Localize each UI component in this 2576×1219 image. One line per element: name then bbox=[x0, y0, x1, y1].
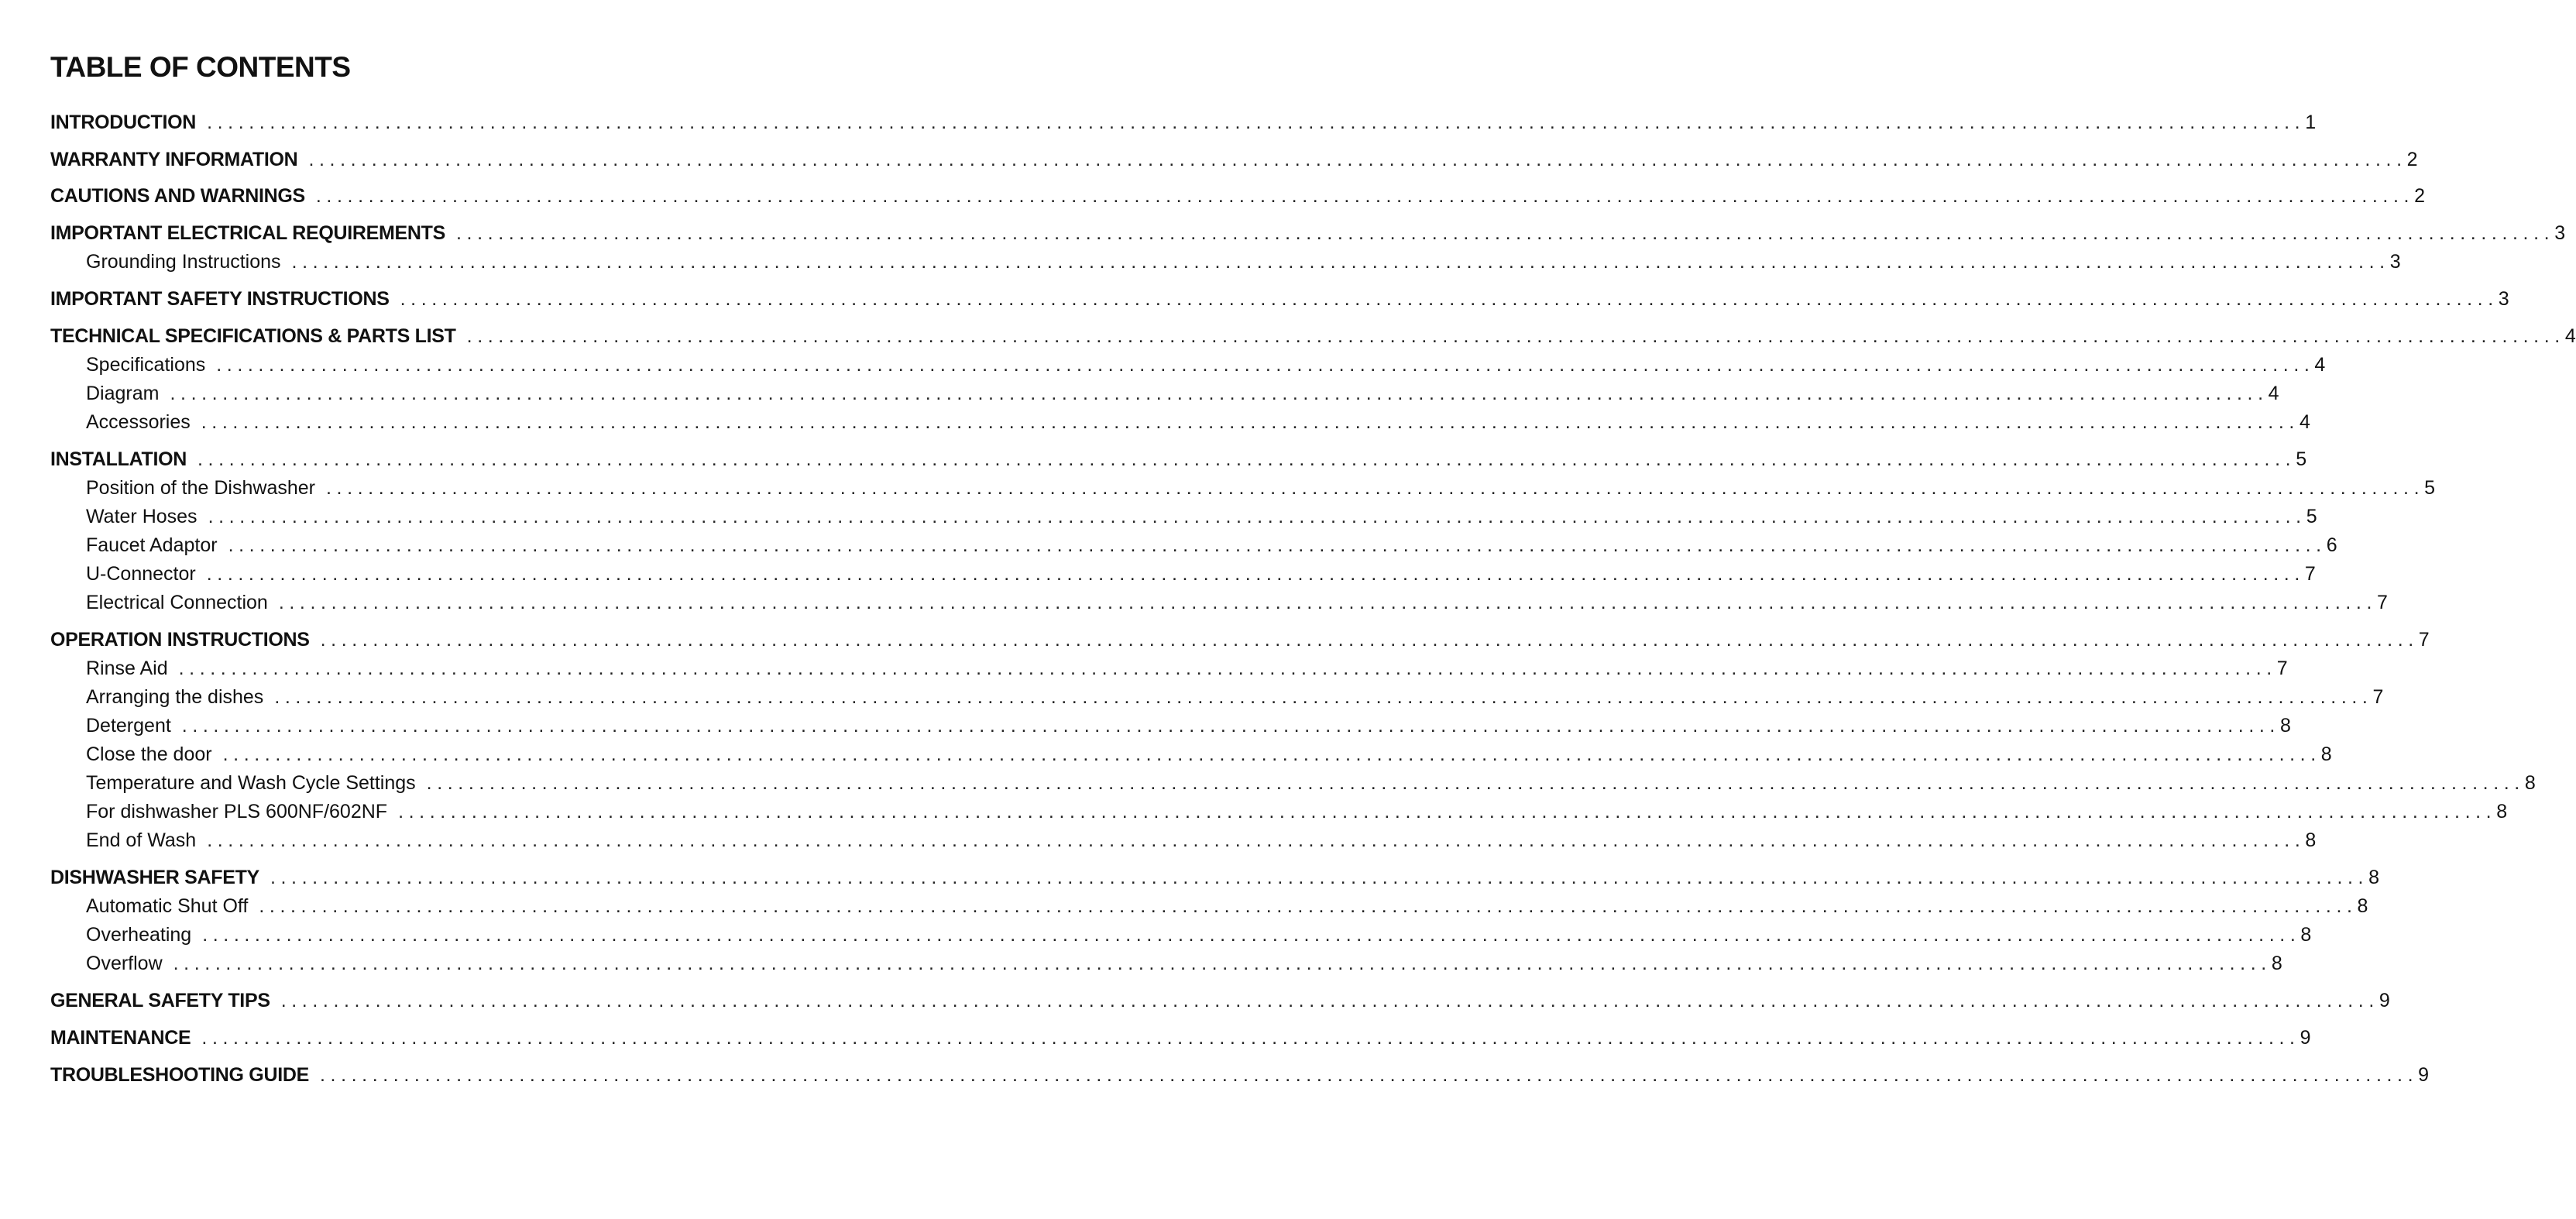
toc-page-number: 8 bbox=[2279, 715, 2291, 737]
toc-entry bbox=[50, 287, 2509, 311]
toc-dot-leader: ........................................................................................................................................................................................................ bbox=[398, 801, 2497, 822]
toc-subentry bbox=[86, 951, 2282, 976]
toc-dot-leader: ........................................................................................................................................................................................................ bbox=[207, 112, 2306, 133]
toc-entry-label: TECHNICAL SPECIFICATIONS & PARTS LIST bbox=[50, 325, 456, 347]
toc-subentry bbox=[86, 410, 2310, 434]
toc-page-number: 4 bbox=[2299, 411, 2310, 433]
toc-entry-label: Overflow bbox=[86, 953, 163, 974]
toc-page-number: 8 bbox=[2320, 743, 2332, 765]
toc-dot-leader: ........................................................................................................................................................................................................ bbox=[280, 990, 2379, 1011]
toc-entry-label: Grounding Instructions bbox=[86, 251, 281, 273]
toc-entry-label: End of Wash bbox=[86, 829, 197, 851]
toc-entry-label: Temperature and Wash Cycle Settings bbox=[86, 772, 416, 794]
toc-page-number: 2 bbox=[2414, 185, 2425, 207]
toc-entry bbox=[50, 1063, 2430, 1087]
toc-page-number: 4 bbox=[2564, 325, 2576, 347]
toc-page-number: 4 bbox=[2314, 354, 2326, 376]
toc-entry bbox=[50, 324, 2576, 349]
toc-dot-leader: ........................................................................................................................................................................................................ bbox=[320, 629, 2419, 651]
toc-page-number: 8 bbox=[2368, 867, 2380, 888]
toc-dot-leader: ........................................................................................................................................................................................................ bbox=[400, 288, 2499, 310]
toc-entry-label: INSTALLATION bbox=[50, 448, 187, 470]
toc-dot-leader: ........................................................................................................................................................................................................ bbox=[201, 1027, 2300, 1049]
toc-entry-label: Electrical Connection bbox=[86, 592, 268, 613]
toc-entry-label: Automatic Shut Off bbox=[86, 895, 249, 917]
toc-dot-leader: ........................................................................................................................................................................................................ bbox=[466, 325, 2565, 347]
toc-page-number: 7 bbox=[2372, 686, 2384, 708]
toc-entry bbox=[50, 110, 2317, 135]
toc-dot-leader: ........................................................................................................................................................................................................ bbox=[170, 383, 2269, 404]
toc-page-number: 9 bbox=[2300, 1027, 2311, 1049]
toc-entry-label: Detergent bbox=[86, 715, 171, 737]
toc-dot-leader: ........................................................................................................................................................................................................ bbox=[208, 506, 2306, 527]
toc-page-number: 1 bbox=[2305, 112, 2317, 133]
toc-entry bbox=[50, 147, 2418, 172]
toc-dot-leader: ........................................................................................................................................................................................................ bbox=[291, 251, 2390, 273]
toc-page-number: 8 bbox=[2524, 772, 2536, 794]
toc-page-number: 5 bbox=[2424, 477, 2436, 499]
toc-entry bbox=[50, 865, 2380, 890]
toc-dot-leader: ........................................................................................................................................................................................................ bbox=[319, 1064, 2419, 1086]
toc-page-number: 3 bbox=[2498, 288, 2509, 310]
toc-dot-leader: ........................................................................................................................................................................................................ bbox=[173, 953, 2272, 974]
toc-dot-leader: ........................................................................................................................................................................................................ bbox=[278, 592, 2378, 613]
toc-entry-label: Rinse Aid bbox=[86, 658, 168, 679]
toc-subentry bbox=[86, 894, 2368, 919]
toc-entry bbox=[50, 447, 2307, 472]
toc-subentry bbox=[86, 381, 2279, 406]
toc-page-number: 7 bbox=[2377, 592, 2388, 613]
toc-entry-label: Water Hoses bbox=[86, 506, 197, 527]
toc-dot-leader: ........................................................................................................................................................................................................ bbox=[456, 222, 2555, 244]
toc-page-number: 7 bbox=[2304, 563, 2316, 585]
toc-entry-label: Diagram bbox=[86, 383, 160, 404]
toc-subentry bbox=[86, 685, 2384, 709]
toc-page-number: 6 bbox=[2326, 534, 2337, 556]
toc-subentry bbox=[86, 771, 2536, 795]
toc-dot-leader: ........................................................................................................................................................................................................ bbox=[228, 534, 2327, 556]
toc-dot-leader: ........................................................................................................................................................................................................ bbox=[259, 895, 2358, 917]
toc-entry-label: U-Connector bbox=[86, 563, 196, 585]
toc-entry-label: Position of the Dishwasher bbox=[86, 477, 315, 499]
toc-dot-leader: ........................................................................................................................................................................................................ bbox=[270, 867, 2369, 888]
toc-entry-label: For dishwasher PLS 600NF/602NF bbox=[86, 801, 388, 822]
toc-dot-leader: ........................................................................................................................................................................................................ bbox=[181, 715, 2280, 737]
toc-entry-label: GENERAL SAFETY TIPS bbox=[50, 990, 270, 1011]
toc-entry bbox=[50, 627, 2430, 652]
toc-subentry bbox=[86, 828, 2317, 853]
toc-page-number: 5 bbox=[2296, 448, 2307, 470]
toc-entry-label: Faucet Adaptor bbox=[86, 534, 218, 556]
toc-entry-label: Overheating bbox=[86, 924, 192, 946]
toc-page-number: 8 bbox=[2305, 829, 2317, 851]
toc-entry bbox=[50, 184, 2425, 208]
toc-subentry bbox=[86, 476, 2436, 500]
toc-dot-leader: ........................................................................................................................................................................................................ bbox=[426, 772, 2525, 794]
toc-dot-leader: ........................................................................................................................................................................................................ bbox=[325, 477, 2425, 499]
toc-dot-leader: ........................................................................................................................................................................................................ bbox=[197, 448, 2296, 470]
toc-dot-leader: ........................................................................................................................................................................................................ bbox=[206, 563, 2305, 585]
toc-page-number: 5 bbox=[2306, 506, 2317, 527]
toc-subentry bbox=[86, 533, 2337, 558]
toc-dot-leader: ........................................................................................................................................................................................................ bbox=[178, 658, 2277, 679]
toc-entry-label: IMPORTANT SAFETY INSTRUCTIONS bbox=[50, 288, 390, 310]
toc-entry-label: WARRANTY INFORMATION bbox=[50, 149, 298, 170]
toc-page-number: 7 bbox=[2276, 658, 2288, 679]
toc-subentry bbox=[86, 656, 2288, 681]
toc-page-number: 4 bbox=[2268, 383, 2279, 404]
toc-dot-leader: ........................................................................................................................................................................................................ bbox=[216, 354, 2315, 376]
toc-subentry bbox=[86, 504, 2317, 529]
toc-entry bbox=[50, 988, 2390, 1013]
toc-entry-label: INTRODUCTION bbox=[50, 112, 197, 133]
toc-dot-leader: ........................................................................................................................................................................................................ bbox=[308, 149, 2407, 170]
toc-subentry bbox=[86, 352, 2326, 377]
toc-entry-label: DISHWASHER SAFETY bbox=[50, 867, 259, 888]
toc-entry-label: TROUBLESHOOTING GUIDE bbox=[50, 1064, 309, 1086]
page-title: TABLE OF CONTENTS bbox=[50, 51, 351, 83]
toc-entry-label: Accessories bbox=[86, 411, 191, 433]
toc-page-number: 9 bbox=[2379, 990, 2390, 1011]
toc-entry bbox=[50, 221, 2566, 246]
toc-subentry bbox=[86, 799, 2508, 824]
toc-subentry bbox=[86, 561, 2316, 586]
toc-entry-label: IMPORTANT ELECTRICAL REQUIREMENTS bbox=[50, 222, 446, 244]
toc-page-number: 8 bbox=[2496, 801, 2508, 822]
toc-entry-label: CAUTIONS AND WARNINGS bbox=[50, 185, 305, 207]
toc-subentry bbox=[86, 922, 2312, 947]
toc-dot-leader: ........................................................................................................................................................................................................ bbox=[315, 185, 2415, 207]
toc-page-number: 8 bbox=[2300, 924, 2312, 946]
toc-subentry bbox=[86, 742, 2332, 767]
toc-entry-label: Arranging the dishes bbox=[86, 686, 264, 708]
toc-subentry bbox=[86, 249, 2401, 274]
toc-page-number: 7 bbox=[2418, 629, 2430, 651]
toc-page-number: 3 bbox=[2389, 251, 2401, 273]
toc-entry-label: Close the door bbox=[86, 743, 212, 765]
toc-page-number: 8 bbox=[2357, 895, 2368, 917]
toc-entry-label: Specifications bbox=[86, 354, 206, 376]
toc-entry bbox=[50, 1025, 2311, 1050]
toc-dot-leader: ........................................................................................................................................................................................................ bbox=[202, 924, 2301, 946]
toc-subentry bbox=[86, 713, 2291, 738]
toc-dot-leader: ........................................................................................................................................................................................................ bbox=[207, 829, 2306, 851]
toc-entry-label: OPERATION INSTRUCTIONS bbox=[50, 629, 310, 651]
toc-page-number: 2 bbox=[2406, 149, 2418, 170]
toc-entry-label: MAINTENANCE bbox=[50, 1027, 191, 1049]
toc-page-number: 8 bbox=[2271, 953, 2282, 974]
toc-page-number: 3 bbox=[2554, 222, 2566, 244]
toc-dot-leader: ........................................................................................................................................................................................................ bbox=[222, 743, 2321, 765]
toc-dot-leader: ........................................................................................................................................................................................................ bbox=[274, 686, 2373, 708]
toc-page-number: 9 bbox=[2418, 1064, 2430, 1086]
toc-dot-leader: ........................................................................................................................................................................................................ bbox=[201, 411, 2300, 433]
toc-subentry bbox=[86, 590, 2388, 615]
